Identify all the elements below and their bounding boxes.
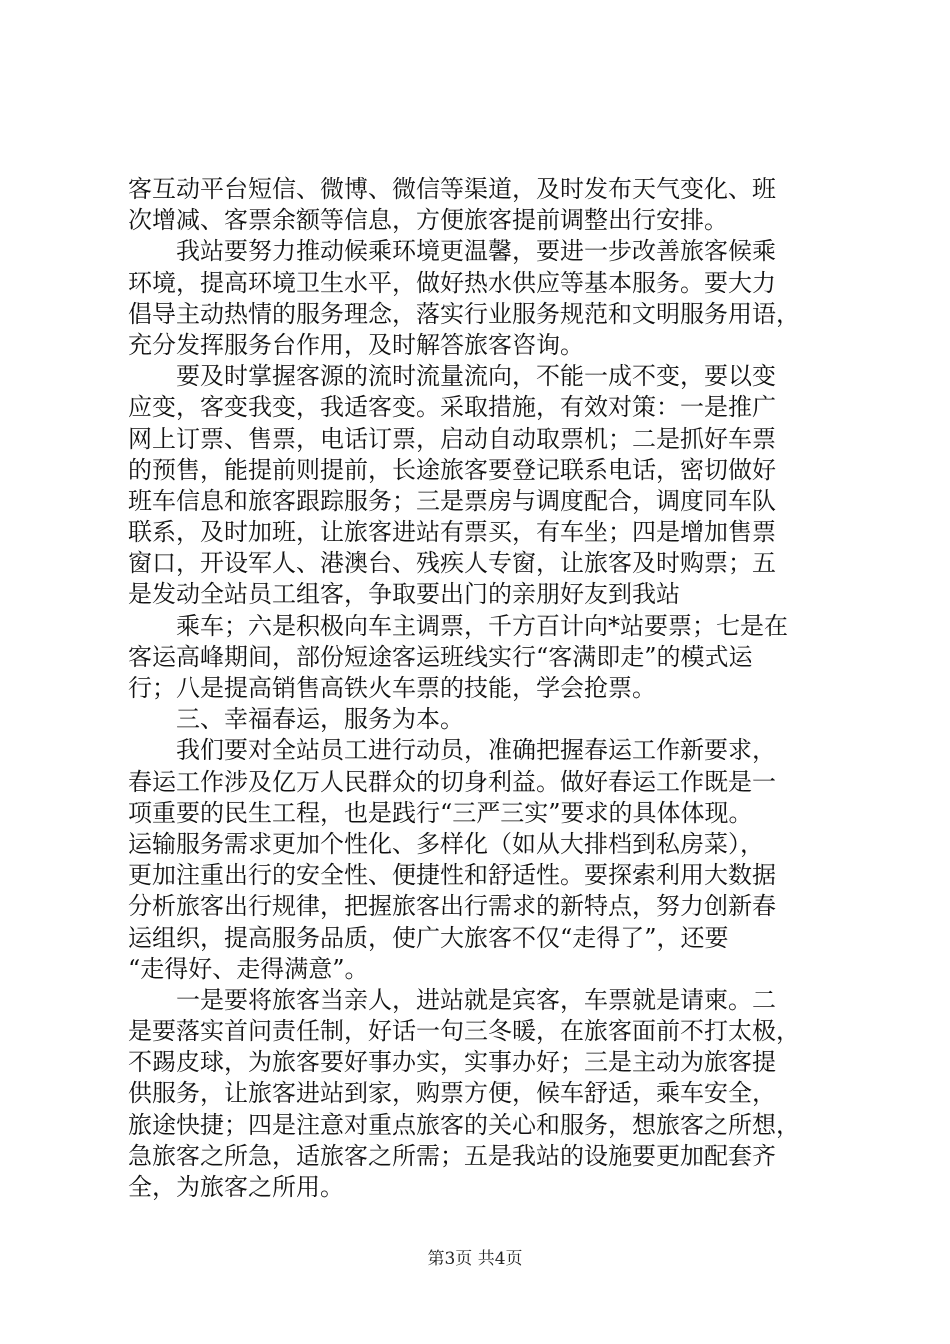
text-line: 春运工作涉及亿万人民群众的切身利益。做好春运工作既是一	[128, 768, 776, 796]
text-line: 窗口，开设军人、港澳台、残疾人专窗，让旅客及时购票；五	[128, 549, 776, 577]
text-line: 运输服务需求更加个性化、多样化（如从大排档到私房菜），	[128, 830, 764, 858]
text-line: 一是要将旅客当亲人，进站就是宾客，车票就是请柬。二	[128, 986, 776, 1014]
text-line: 网上订票、售票，电话订票，启动自动取票机；二是抓好车票	[128, 425, 776, 453]
text-line: 客互动平台短信、微博、微信等渠道，及时发布天气变化、班	[128, 175, 776, 203]
text-line: 项重要的民生工程，也是践行“三严三实”要求的具体体现。	[128, 799, 753, 827]
text-line: 次增减、客票余额等信息，方便旅客提前调整出行安排。	[128, 206, 728, 234]
text-line: 乘车；六是积极向车主调票，千方百计向*站要票；七是在	[128, 612, 788, 640]
text-line: 要及时掌握客源的流时流量流向，不能一成不变，要以变	[128, 362, 776, 390]
text-line: 是发动全站员工组客，争取要出门的亲朋好友到我站	[128, 580, 680, 608]
text-line: 充分发挥服务台作用，及时解答旅客咨询。	[128, 331, 584, 359]
text-line: “走得好、走得满意”。	[128, 955, 369, 983]
text-line: 我站要努力推动候乘环境更温馨，要进一步改善旅客候乘	[128, 237, 776, 265]
text-line: 不踢皮球，为旅客要好事办实，实事办好；三是主动为旅客提	[128, 1048, 776, 1076]
text-line: 应变，客变我变，我适客变。采取措施，有效对策：一是推广	[128, 393, 776, 421]
text-line: 的预售，能提前则提前，长途旅客要登记联系电话，密切做好	[128, 456, 776, 484]
text-line: 客运高峰期间，部份短途客运班线实行“客满即走”的模式运	[128, 643, 753, 671]
text-line: 行；八是提高销售高铁火车票的技能，学会抢票。	[128, 674, 656, 702]
text-line: 分析旅客出行规律，把握旅客出行需求的新特点，努力创新春	[128, 892, 776, 920]
text-line: 运组织，提高服务品质，使广大旅客不仅“走得了”，还要	[128, 924, 729, 952]
text-line: 环境，提高环境卫生水平，做好热水供应等基本服务。要大力	[128, 269, 776, 297]
text-line: 班车信息和旅客跟踪服务；三是票房与调度配合，调度同车队	[128, 487, 776, 515]
text-line: 联系，及时加班，让旅客进站有票买，有车坐；四是增加售票	[128, 518, 776, 546]
text-line: 供服务，让旅客进站到家，购票方便，候车舒适，乘车安全，	[128, 1079, 776, 1107]
section-heading: 三、幸福春运，服务为本。	[128, 705, 464, 733]
text-line: 更加注重出行的安全性、便捷性和舒适性。要探索利用大数据	[128, 861, 776, 889]
page-footer: 第3页 共4页	[427, 1249, 523, 1269]
text-line: 倡导主动热情的服务理念，落实行业服务规范和文明服务用语，	[128, 300, 800, 328]
text-line: 是要落实首问责任制，好话一句三冬暖，在旅客面前不打太极，	[128, 1017, 800, 1045]
text-line: 旅途快捷；四是注意对重点旅客的关心和服务，想旅客之所想，	[128, 1111, 800, 1139]
text-line: 我们要对全站员工进行动员，准确把握春运工作新要求，	[128, 736, 776, 764]
text-line: 全，为旅客之所用。	[128, 1173, 344, 1201]
text-line: 急旅客之所急，适旅客之所需；五是我站的设施要更加配套齐	[128, 1142, 776, 1170]
